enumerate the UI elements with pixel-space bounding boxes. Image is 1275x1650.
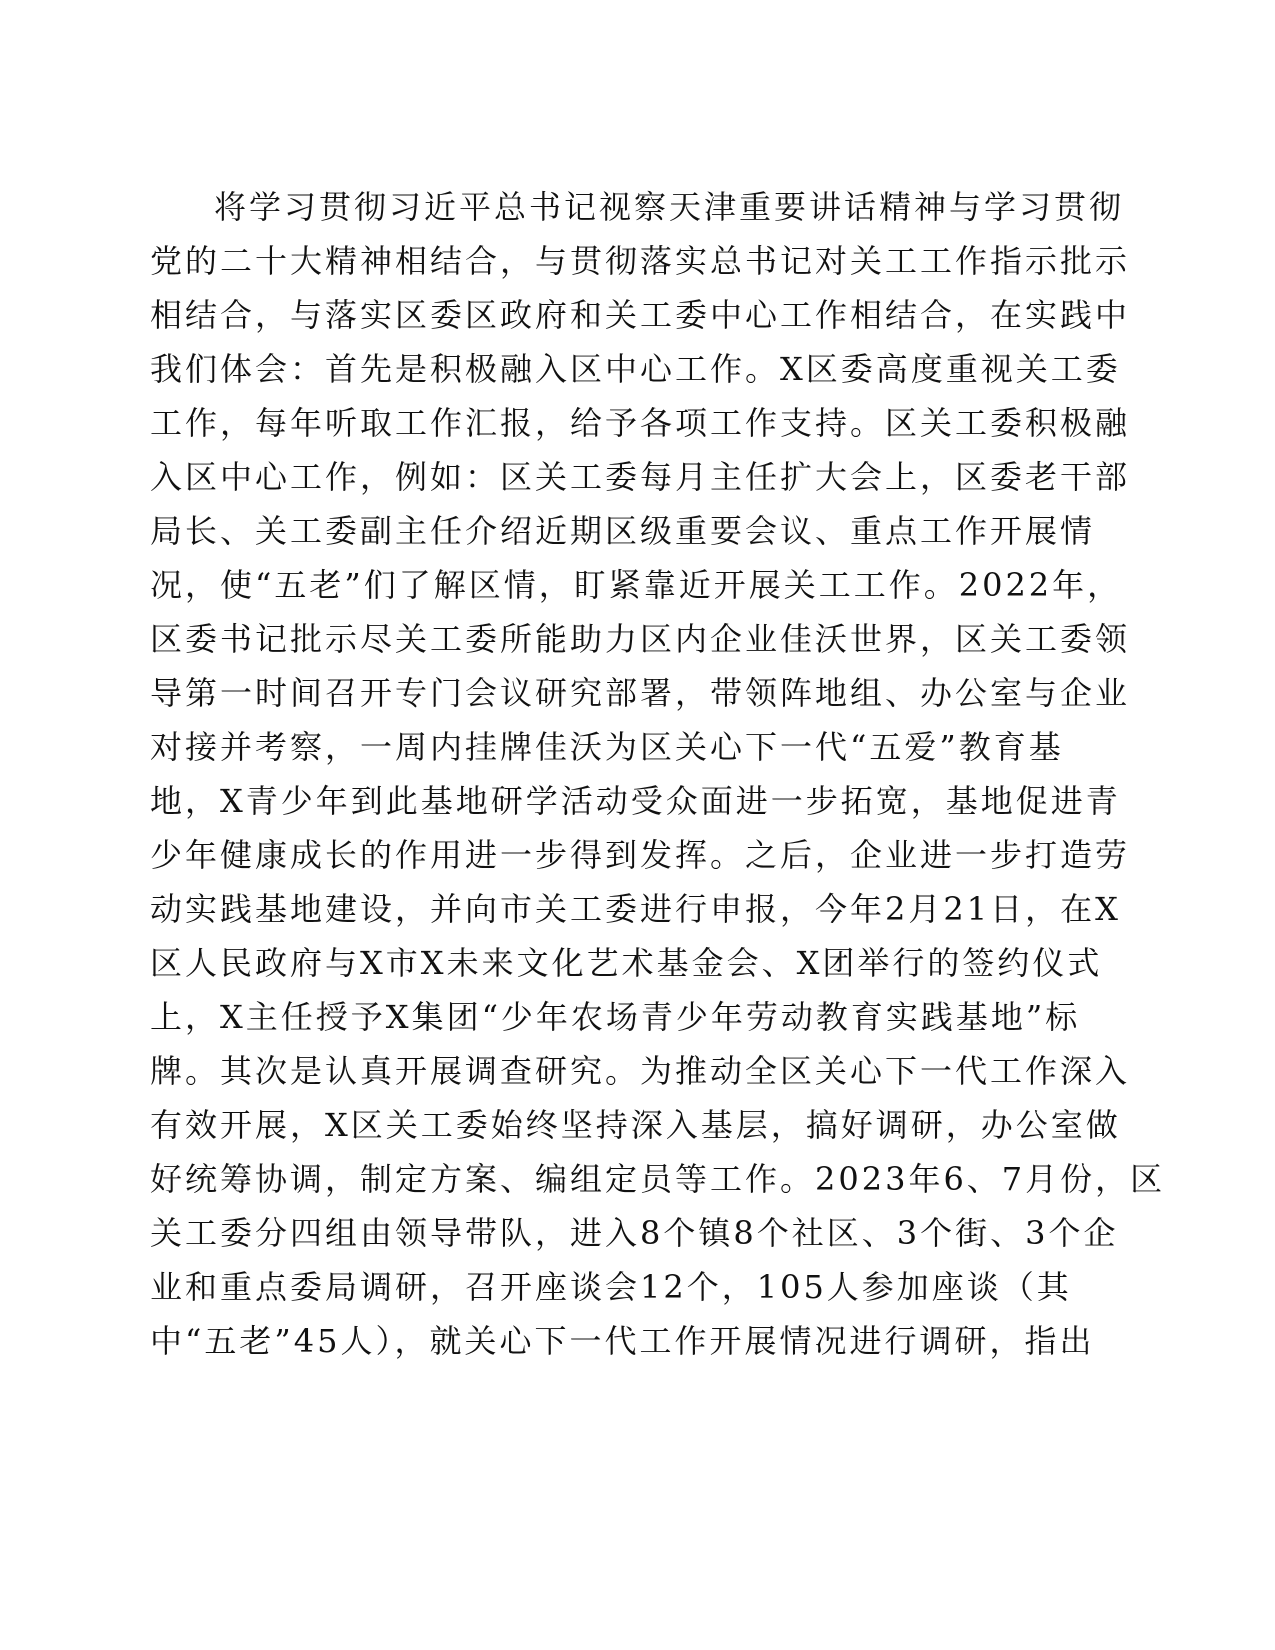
text-line: 相结合，与落实区委区政府和关工委中心工作相结合，在实践中 (150, 296, 1131, 334)
body-paragraph (150, 180, 1166, 1368)
text-line: 导第一时间召开专门会议研究部署，带领阵地组、办公室与企业 (150, 674, 1131, 712)
text-line: 上，X主任授予X集团“少年农场青少年劳动教育实践基地”标 (150, 998, 1081, 1036)
text-line: 我们体会：首先是积极融入区中心工作。X区委高度重视关工委 (150, 350, 1121, 388)
text-line: 关工委分四组由领导带队，进入8个镇8个社区、3个街、3个企 (150, 1214, 1119, 1252)
text-line: 对接并考察，一周内挂牌佳沃为区关心下一代“五爱”教育基 (150, 728, 1064, 766)
text-line: 业和重点委局调研，召开座谈会12个，105人参加座谈（其 (150, 1268, 1072, 1306)
text-line: 局长、关工委副主任介绍近期区级重要会议、重点工作开展情 (150, 512, 1096, 550)
text-line: 动实践基地建设，并向市关工委进行申报，今年2月21日，在X (150, 890, 1121, 928)
text-line: 党的二十大精神相结合，与贯彻落实总书记对关工工作指示批示 (150, 242, 1131, 280)
text-line: 有效开展，X区关工委始终坚持深入基层，搞好调研，办公室做 (150, 1106, 1121, 1144)
text-line: 少年健康成长的作用进一步得到发挥。之后，企业进一步打造劳 (150, 836, 1131, 874)
text-line: 区委书记批示尽关工委所能助力区内企业佳沃世界，区关工委领 (150, 620, 1131, 658)
text-line: 好统筹协调，制定方案、编组定员等工作。2023年6、7月份，区 (150, 1160, 1166, 1198)
text-line: 中“五老”45人），就关心下一代工作开展情况进行调研，指出 (150, 1322, 1095, 1360)
text-line: 况，使“五老”们了解区情，盯紧靠近开展关工工作。2022年， (150, 566, 1123, 604)
text-line: 区人民政府与X市X未来文化艺术基金会、X团举行的签约仪式 (150, 944, 1103, 982)
text-line: 工作，每年听取工作汇报，给予各项工作支持。区关工委积极融 (150, 404, 1131, 442)
text-line: 将学习贯彻习近平总书记视察天津重要讲话精神与学习贯彻 (214, 188, 1125, 226)
text-line: 入区中心工作，例如：区关工委每月主任扩大会上，区委老干部 (150, 458, 1131, 496)
text-line: 牌。其次是认真开展调查研究。为推动全区关心下一代工作深入 (150, 1052, 1131, 1090)
text-line: 地，X青少年到此基地研学活动受众面进一步拓宽，基地促进青 (150, 782, 1121, 820)
